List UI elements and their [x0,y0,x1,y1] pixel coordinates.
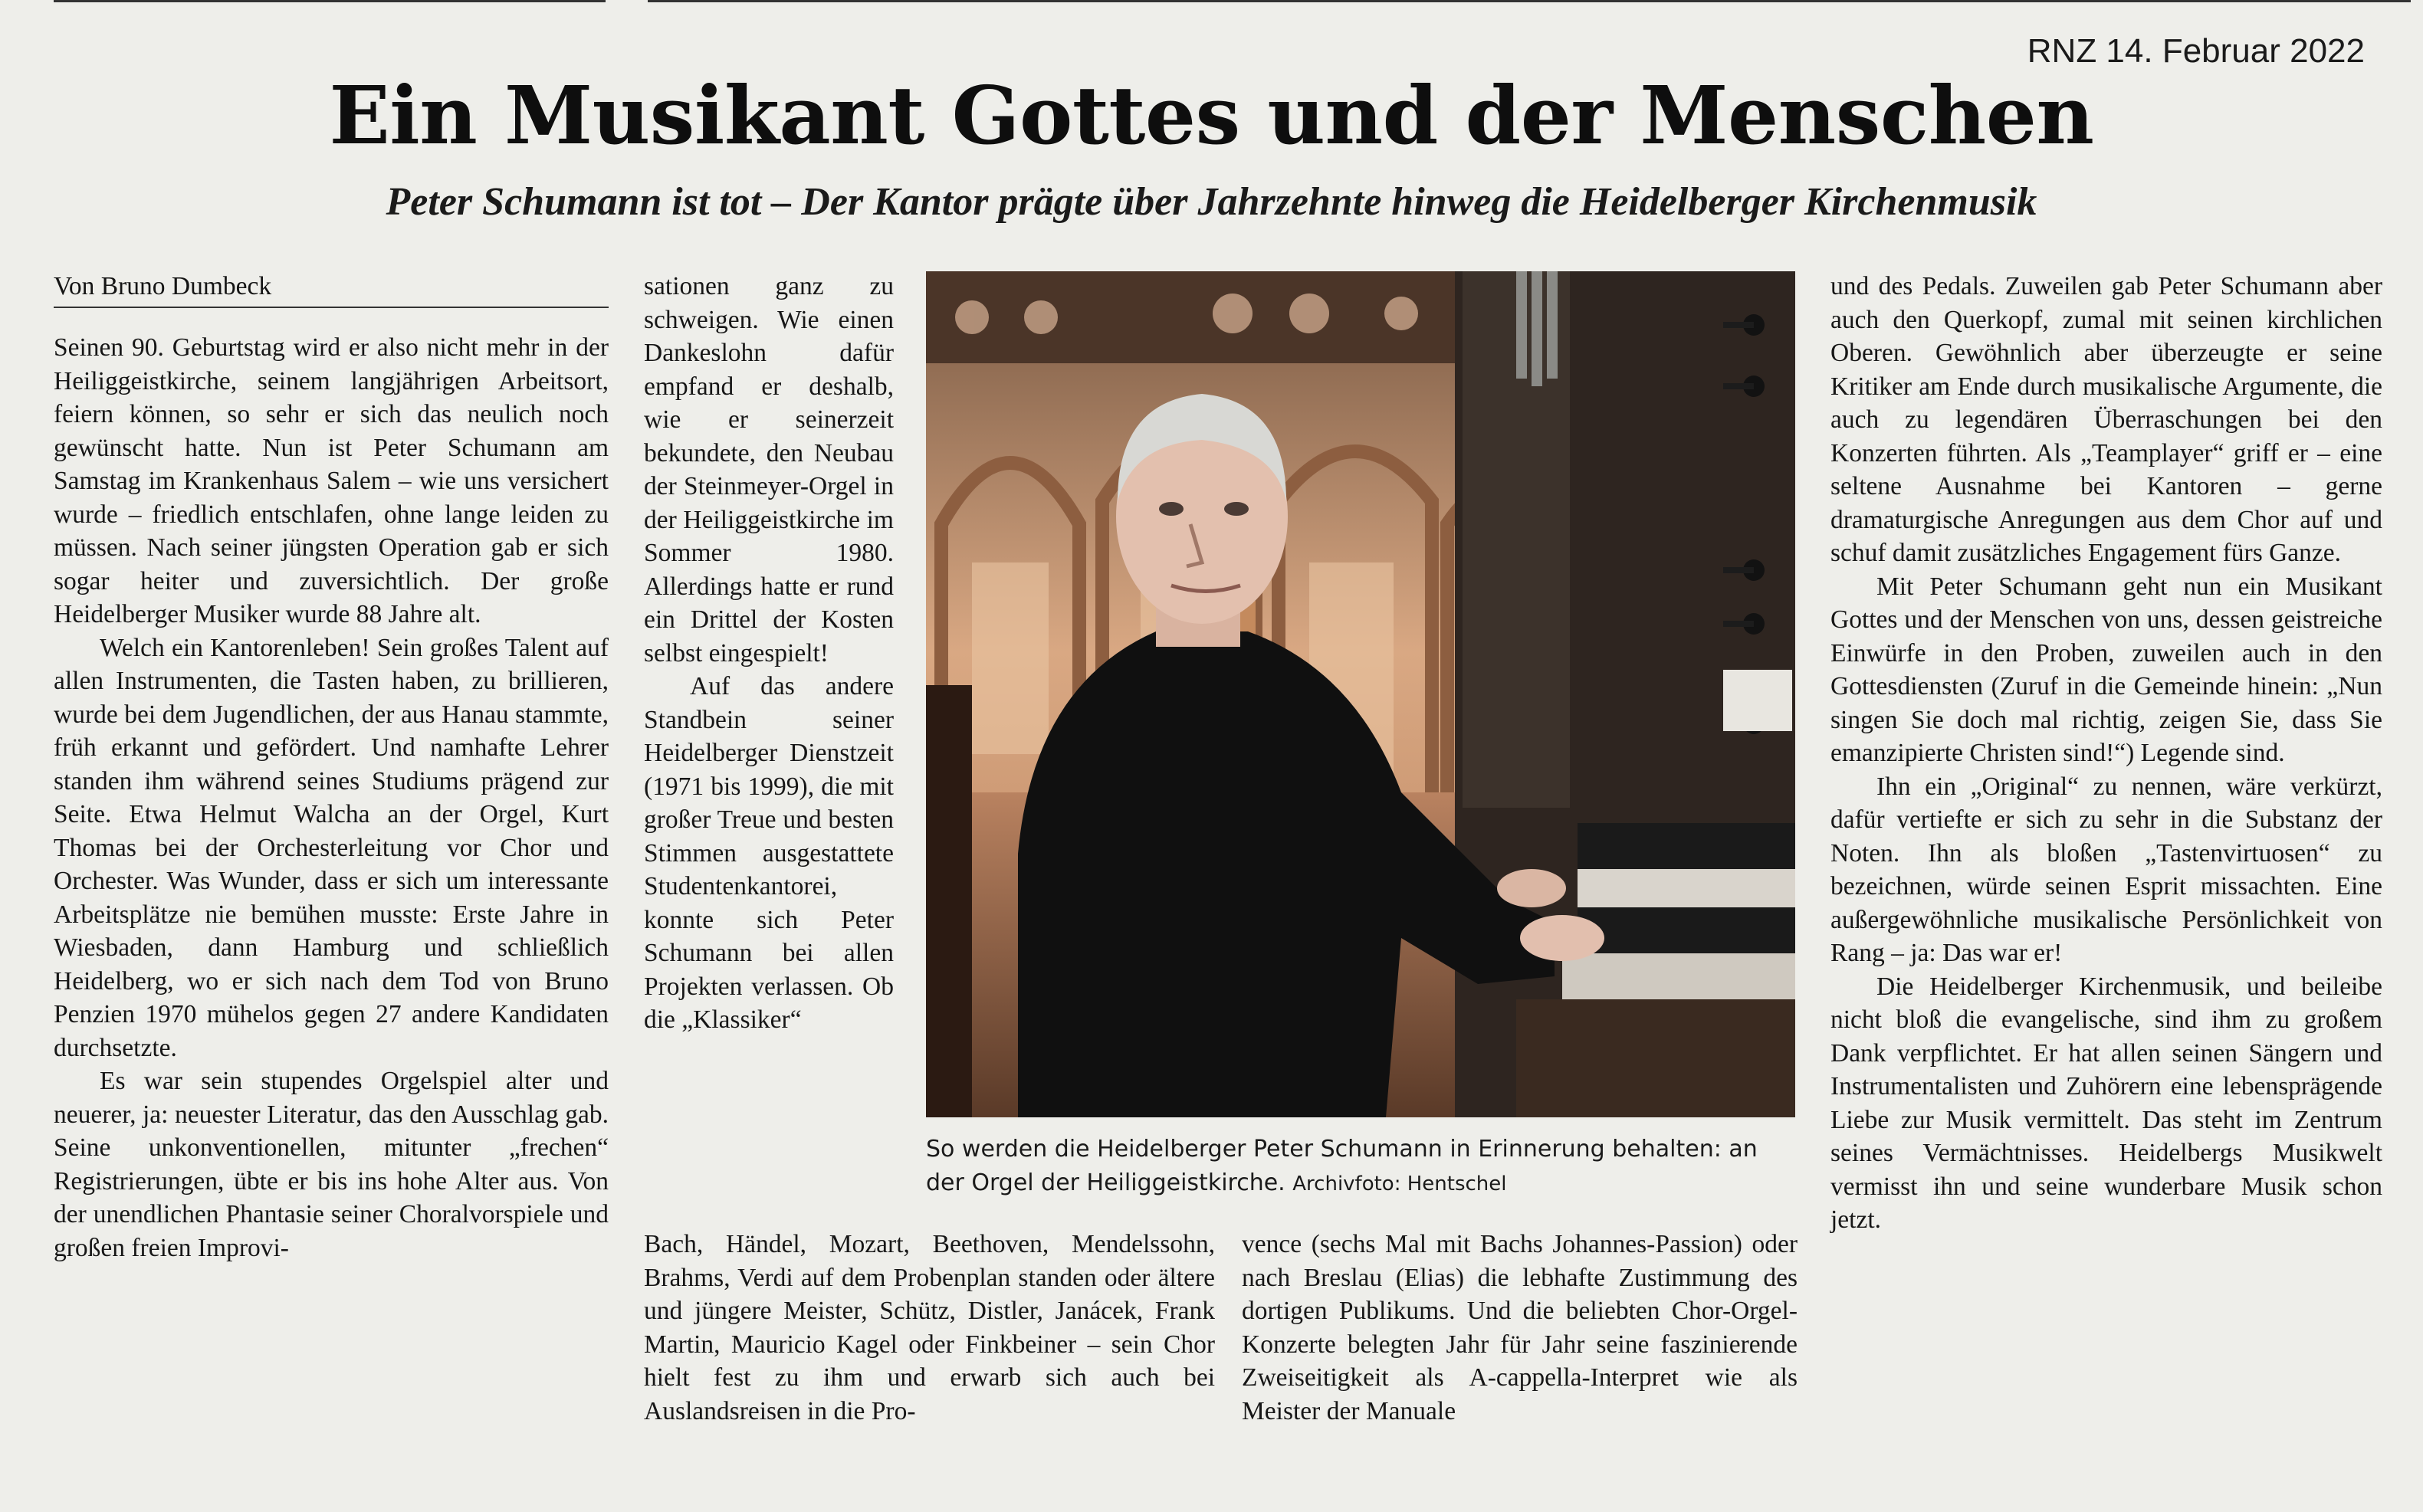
organist-photo-illustration [926,271,1795,1117]
headline: Ein Musikant Gottes und der Menschen [329,68,2094,162]
top-rule-left [54,0,606,2]
article-column-4-bottom [1242,1228,1798,1428]
paragraph: Die Heidelberger Kirchenmusik, und beileibe nicht bloß die evangelische, sind ihm zu großem Dank verpflichtet. Er hat allen seinen Sängern und Instrumentalisten und Zuhörern eine lebensprägende Liebe zur Musik vermittelt. Das steht im Zentrum seines Vermächtnisses. Heidelbergs Musikwelt vermisst ihn und seine wunderbare Musik schon jetzt. [1830,972,2382,1234]
paragraph: Ihn ein „Original“ zu nennen, wäre verkürzt, dafür vertiefte er sich zu sehr in die Substanz der Noten. Ihn als bloßen „Tastenvirtuosen“ zu bezeichnen, würde seinen Esprit missachten. Eine außergewöhnliche musikalische Persönlichkeit von Rang – ja: Das war er! [1830,772,2382,967]
photo-caption [926,1133,1800,1201]
paragraph: Bach, Händel, Mozart, Beethoven, Mendelssohn, Brahms, Verdi auf dem Probenplan standen oder ältere und jüngere Meister, Schütz, Distler, Janácek, Frank Martin, Mauricio Kagel oder Finkbeiner – sein Chor hielt fest zu ihm und erwarb sich auch bei Auslandsreisen in die Pro- [644,1230,1215,1425]
paragraph: Seinen 90. Geburtstag wird er also nicht mehr in der Heiliggeistkirche, seinem langjährigen Arbeitsort, feiern können, so sehr er sich das neulich noch gewünscht hatte. Nun ist Peter Schumann am Samstag im Krankenhaus Salem – wie uns versichert wurde – friedlich entschlafen, ohne lange leiden zu müssen. Nach seiner jüngsten Operation gab er sich sogar heiter und zuversichtlich. Der große Heidelberger Musiker wurde 88 Jahre alt. [54,333,609,628]
paragraph: Auf das andere Standbein seiner Heidelberger Dienstzeit (1971 bis 1999), die mit großer Treue und besten Stimmen ausgestattete Studentenkantorei, konnte sich Peter Schumann bei allen Projekten verlassen. Ob die „Klassiker“ [644,672,894,1034]
subheadline: Peter Schumann ist tot – Der Kantor prägte über Jahrzehnte hinweg die Heidelberger Kirchenmusik [386,180,2037,224]
article-column-1 [54,331,609,1264]
paragraph: Es war sein stupendes Orgelspiel alter und neuerer, ja: neuester Literatur, das den Ausschlag gab. Seine unkonventionellen, mitunter „frechen“ Registrierungen, übte er bis ins hohe Alter aus. Von der unendlichen Phantasie seiner Choralvorspiele und großen freien Improvi- [54,1067,609,1262]
caption-text: So werden die Heidelberger Peter Schumann in Erinnerung behalten: an der Orgel der Heiliggeistkirche. [926,1136,1758,1196]
paragraph: Welch ein Kantorenleben! Sein großes Talent auf allen Instrumenten, die Tasten haben, zu brillieren, wurde bei dem Jugendlichen, der aus Hanau stammte, früh erkannt und gefördert. Und namhafte Lehrer standen ihm während seines Studiums prägend zur Seite. Etwa Helmut Walcha an der Orgel, Kurt Thomas bei der Orchesterleitung vor Chor und Orchester. Was Wunder, dass er sich um interessante Arbeitsplätze nie bemühen musste: Erste Jahre in Wiesbaden, dann Hamburg und schließlich Heidelberg, wo er sich nach dem Tod von Bruno Penzien 1970 mühelos gegen 27 andere Kandidaten durchsetzte. [54,633,609,1062]
article-column-3-bottom [644,1228,1215,1428]
photo-credit: Archivfoto: Hentschel [1292,1173,1507,1195]
source-date: RNZ 14. Februar 2022 [2027,32,2365,70]
top-rule-right [648,0,2411,2]
paragraph: vence (sechs Mal mit Bachs Johannes-Passion) oder nach Breslau (Elias) die lebhafte Zustimmung des dortigen Publikums. Und die beliebten Chor-Orgel-Konzerte belegten Jahr für Jahr seine faszinierende Zweiseitigkeit als A-cappella-Interpret wie als Meister der Manuale [1242,1230,1798,1425]
paragraph: und des Pedals. Zuweilen gab Peter Schumann aber auch den Querkopf, zumal mit seinen kirchlichen Oberen. Gewöhnlich aber überzeugte er seine Kritiker am Ende durch musikalische Argumente, die auch zu legendären Überraschungen bei den Konzerten führten. Als „Teamplayer“ griff er – eine seltene Ausnahme bei Kantoren – gerne dramaturgische Anregungen aus dem Chor auf und schuf damit zusätzliches Engagement fürs Ganze. [1830,272,2382,567]
article-column-5 [1830,270,2382,1237]
paragraph: Mit Peter Schumann geht nun ein Musikant Gottes und der Menschen von uns, dessen geistreiche Einwürfe in den Proben, zuweilen auch in den Gottesdiensten (Zuruf in die Gemeinde hinein: „Nun singen Sie doch mal richtig, zeigen Sie, dass Sie emanzipierte Christen sind!“) Legende sind. [1830,572,2382,767]
byline: Von Bruno Dumbeck [54,270,609,308]
photo-organist [926,271,1795,1117]
paragraph: sationen ganz zu schweigen. Wie einen Dankeslohn dafür empfand er deshalb, wie er seinerzeit bekundete, den Neubau der Steinmeyer-Orgel in der Heiliggeistkirche im Sommer 1980. Allerdings hatte er rund ein Drittel der Kosten selbst eingespielt! [644,272,894,667]
article-column-2 [644,270,894,1037]
